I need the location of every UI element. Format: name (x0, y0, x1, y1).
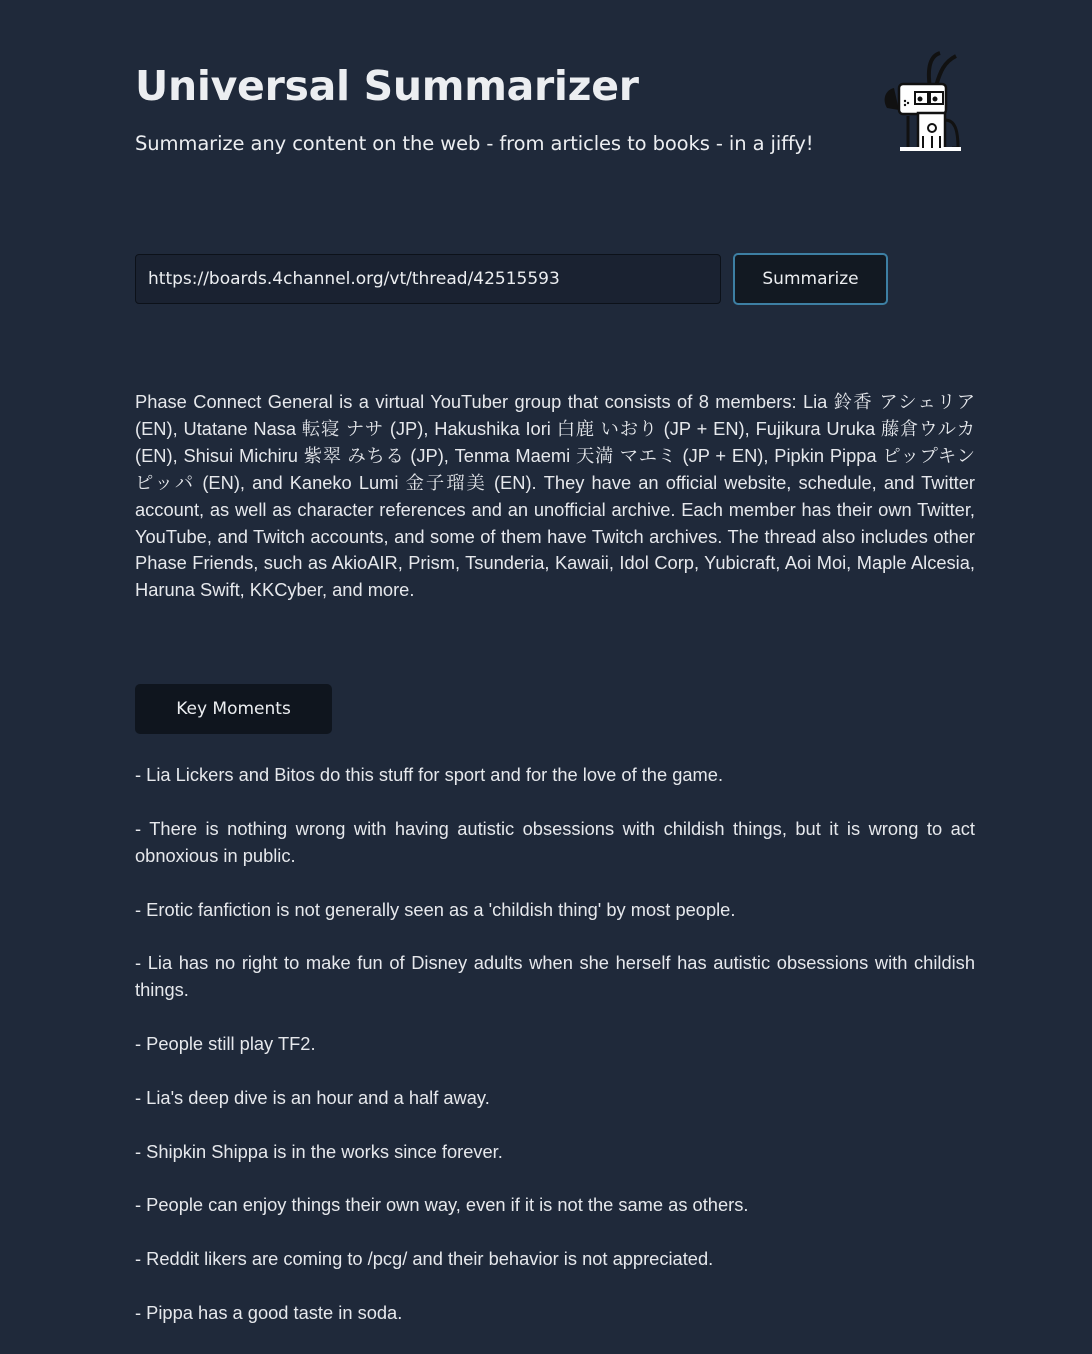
summary-text: Phase Connect General is a virtual YouTuber group that consists of 8 members: Lia 鈴香 アシェリア (EN), Utatane Nasa 転寝 ナサ (JP), Hakushika Iori 白鹿 いおり (JP + EN), Fujikura Uruka 藤倉ウルカ (EN), Shisui Michiru 紫翠 みちる (JP), Tenma Maemi 天満 マエミ (JP + EN), Pipkin Pippa ピップキン ピッパ (EN), and Kaneko Lumi 金子瑠美 (EN). They have an official website, schedule, and Twitter account, as well as character references and an unofficial archive. Each member has their own Twitter, YouTube, and Twitch accounts, and some of them have Twitch archives. The thread also includes other Phase Friends, such as AkioAIR, Prism, Tsunderia, Kawaii, Idol Corp, Yubicraft, Aoi Moi, Maple Alcesia, Haruna Swift, KKCyber, and more. (135, 391, 975, 601)
key-moment-item: - Shipkin Shippa is in the works since forever. (135, 1140, 503, 1162)
page-subtitle: Summarize any content on the web - from articles to books - in a jiffy! (135, 132, 814, 155)
key-moment-item: - Lia's deep dive is an hour and a half away. (135, 1086, 490, 1108)
key-moment-item: - Erotic fanfiction is not generally seen as a 'childish thing' by most people. (135, 898, 736, 920)
summarize-button[interactable]: Summarize (733, 253, 888, 305)
key-moments-list (135, 762, 975, 1354)
key-moment-item: - Lia has no right to make fun of Disney adults when she herself has autistic obsessions with childish things. (135, 952, 975, 1001)
url-input[interactable] (135, 254, 721, 304)
key-moment-item: - Reddit likers are coming to /pcg/ and their behavior is not appreciated. (135, 1248, 714, 1270)
key-moment-item: - People can enjoy things their own way, even if it is not the same as others. (135, 1194, 749, 1216)
key-moment-item: - Pippa has a good taste in soda. (135, 1301, 403, 1323)
key-moments-button[interactable]: Key Moments (135, 684, 332, 734)
key-moment-item: - There is nothing wrong with having autistic obsessions with childish things, but it is wrong to act obnoxious in public. (135, 817, 975, 866)
dog-mascot-icon (882, 48, 964, 154)
page-title: Universal Summarizer (135, 62, 639, 110)
key-moment-item: - Lia Lickers and Bitos do this stuff for sport and for the love of the game. (135, 764, 724, 785)
key-moment-item: - People still play TF2. (135, 1033, 316, 1054)
